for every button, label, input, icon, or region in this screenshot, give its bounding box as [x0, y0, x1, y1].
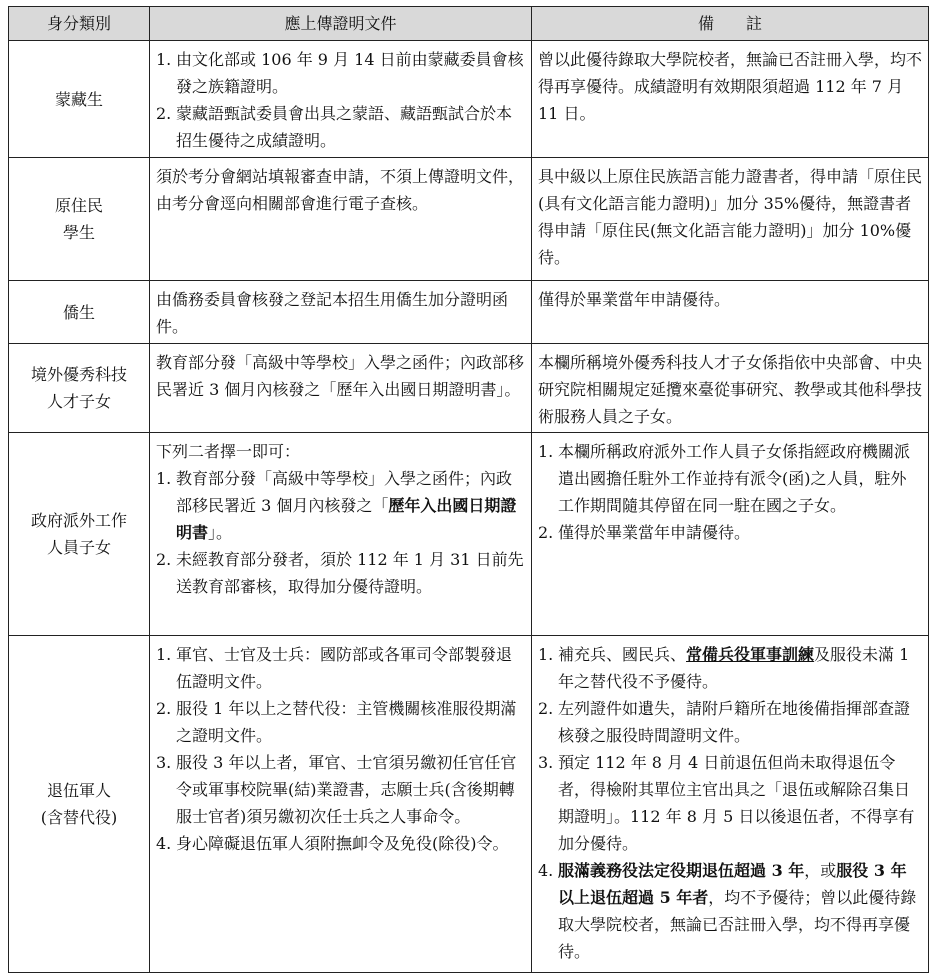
row-aboriginal — [9, 158, 929, 281]
documents-cell — [150, 636, 532, 973]
header-documents: 應上傳證明文件 — [150, 7, 532, 41]
benefit-table — [8, 6, 929, 973]
doc-item: 2. 未經教育部分發者，須於 112 年 1 月 31 日前先送教育部審核，取得加分優待證明。 — [156, 550, 524, 596]
remarks-cell: 本欄所稱境外優秀科技人才子女係指依中央部會、中央研究院相關規定延攬來臺從事研究、教學或其他科學技術服務人員之子女。 — [532, 344, 929, 433]
identity-cell: 原住民 學生 — [9, 158, 150, 281]
identity-cell: 退伍軍人 (含替代役) — [9, 636, 150, 973]
doc-item: 2. 蒙藏語甄試委員會出具之蒙語、藏語甄試合於本招生優待之成績證明。 — [156, 104, 513, 150]
row-mongol — [9, 41, 929, 158]
row-veteran — [9, 636, 929, 973]
doc-item: 3. 服役 3 年以上者，軍官、士官須另繳初任官任官令或軍事校院畢(結)業證書，志願士兵(含後期轉服士官者)須另繳初次任士兵之人事命令。 — [156, 753, 517, 826]
header-remarks: 備 註 — [532, 7, 929, 41]
doc-item: 2. 服役 1 年以上之替代役：主管機關核准服役期滿之證明文件。 — [156, 699, 517, 745]
remark-item: 2. 僅得於畢業當年申請優待。 — [538, 523, 751, 542]
doc-intro: 下列二者擇一即可： — [156, 442, 301, 461]
remark-item: 4. 服滿義務役法定役期退伍超過 3 年，或服役 3 年以上退伍超過 5 年者，均不予優待；曾以此優待錄取大學院校者，無論已否註冊入學，均不得再享優待。 — [538, 861, 917, 961]
remarks-cell — [532, 636, 929, 973]
documents-cell: 須於考分會網站填報審查申請，不須上傳證明文件，由考分會逕向相關部會進行電子查核。 — [150, 158, 532, 281]
remark-item: 1. 補充兵、國民兵、常備兵役軍事訓練及服役未滿 1 年之替代役不予優待。 — [538, 645, 910, 691]
remarks-cell: 具中級以上原住民族語言能力證書者，得申請「原住民(具有文化語言能力證明)」加分 35%優待，無證書者得申請「原住民(無文化語言能力證明)」加分 10%優待。 — [532, 158, 929, 281]
remarks-cell: 曾以此優待錄取大學院校者，無論已否註冊入學，均不得再享優待。成績證明有效期限須超過 112 年 7 月 11 日。 — [532, 41, 929, 158]
documents-cell — [150, 41, 532, 158]
identity-cell: 僑生 — [9, 281, 150, 344]
header-row — [9, 7, 929, 41]
doc-item: 1. 教育部分發「高級中等學校」入學之函件；內政部移民署近 3 個月內核發之「歷年入出國日期證明書」。 — [156, 469, 517, 542]
doc-item: 1. 由文化部或 106 年 9 月 14 日前由蒙藏委員會核發之族籍證明。 — [156, 50, 524, 96]
remark-item: 3. 預定 112 年 8 月 4 日前退伍但尚未取得退伍令者，得檢附其單位主官出具之「退伍或解除召集日期證明」。112 年 8 月 5 日以後退伍者，不得享有加分優待。 — [538, 753, 915, 853]
remark-item: 2. 左列證件如遺失，請附戶籍所在地後備指揮部查證核發之服役時間證明文件。 — [538, 699, 911, 745]
documents-cell: 教育部分發「高級中等學校」入學之函件；內政部移民署近 3 個月內核發之「歷年入出國日期證明書」。 — [150, 344, 532, 433]
identity-cell: 政府派外工作 人員子女 — [9, 433, 150, 636]
row-gov-staff — [9, 433, 929, 636]
row-tech-talent — [9, 344, 929, 433]
remark-item: 1. 本欄所稱政府派外工作人員子女係指經政府機關派遣出國擔任駐外工作並持有派令(函)之人員，駐外工作期間隨其停留在同一駐在國之子女。 — [538, 442, 911, 515]
remarks-cell: 僅得於畢業當年申請優待。 — [532, 281, 929, 344]
remarks-cell — [532, 433, 929, 636]
header-identity: 身分類別 — [9, 7, 150, 41]
documents-cell: 由僑務委員會核發之登記本招生用僑生加分證明函件。 — [150, 281, 532, 344]
doc-item: 4. 身心障礙退伍軍人須附撫卹令及免役(除役)令。 — [156, 834, 509, 853]
identity-cell: 蒙藏生 — [9, 41, 150, 158]
doc-item: 1. 軍官、士官及士兵：國防部或各軍司令部製發退伍證明文件。 — [156, 645, 513, 691]
identity-cell: 境外優秀科技 人才子女 — [9, 344, 150, 433]
row-overseas — [9, 281, 929, 344]
documents-cell — [150, 433, 532, 636]
